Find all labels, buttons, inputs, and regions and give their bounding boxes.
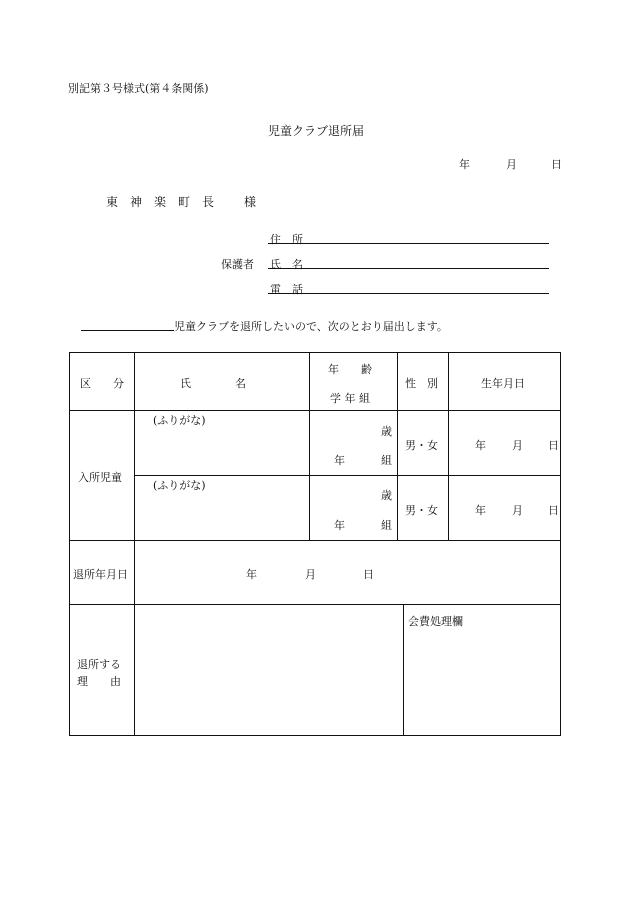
withdrawal-day: 日 — [363, 568, 374, 581]
furigana-label-1[interactable]: (ふりがな) — [153, 414, 206, 427]
col-line-5 — [403, 604, 404, 735]
col-line-2 — [309, 353, 310, 540]
col-line-4 — [448, 353, 449, 540]
header-grade: 学 年 組 — [330, 392, 370, 405]
reason-label-line1: 退所する — [77, 658, 121, 671]
address-line[interactable] — [268, 243, 549, 244]
date-year: 年 — [459, 158, 470, 171]
header-name: 氏 名 — [180, 377, 246, 390]
addressee-honorific: 様 — [244, 195, 257, 209]
withdrawal-month: 月 — [305, 568, 316, 581]
grade-year-1: 年 — [334, 454, 345, 467]
furigana-label-2[interactable]: (ふりがな) — [153, 479, 206, 492]
name-line[interactable] — [268, 268, 549, 269]
row-line-4 — [70, 604, 560, 605]
col-line-3 — [397, 353, 398, 540]
phone-line[interactable] — [268, 293, 549, 294]
date-month: 月 — [506, 158, 517, 171]
birth-month-1: 月 — [512, 439, 523, 452]
birth-day-1: 日 — [548, 439, 559, 452]
reason-label-line2: 理 由 — [77, 675, 121, 688]
form-id: 別記第３号様式(第４条関係) — [68, 82, 209, 95]
header-sex: 性 別 — [405, 377, 438, 390]
age-unit-1: 歳 — [381, 425, 392, 438]
row-line-3 — [70, 540, 560, 541]
reason-field[interactable] — [136, 606, 401, 733]
header-category: 区 分 — [80, 377, 124, 390]
sex-options-2[interactable]: 男・女 — [405, 504, 438, 517]
child-label: 入所児童 — [78, 471, 122, 484]
grade-class-1: 組 — [381, 454, 392, 467]
birth-day-2: 日 — [548, 504, 559, 517]
fee-processing-label: 会費処理欄 — [408, 615, 463, 628]
child-name-blank[interactable] — [81, 330, 174, 331]
withdrawal-date-label: 退所年月日 — [73, 568, 128, 581]
age-unit-2: 歳 — [381, 489, 392, 502]
guardian-label: 保護者 — [221, 258, 254, 271]
header-birthdate: 生年月日 — [481, 377, 525, 390]
grade-year-2: 年 — [334, 519, 345, 532]
phone-label: 電 話 — [270, 283, 303, 296]
withdrawal-year: 年 — [246, 568, 257, 581]
row-line-2 — [134, 475, 560, 476]
birth-year-2: 年 — [475, 504, 486, 517]
date-day: 日 — [551, 158, 562, 171]
address-label: 住 所 — [270, 233, 303, 246]
grade-class-2: 組 — [381, 519, 392, 532]
statement-text: 児童クラブを退所したいので、次のとおり届出します。 — [174, 320, 448, 333]
withdrawal-table — [69, 352, 561, 736]
col-line-1 — [134, 353, 135, 735]
sex-options-1[interactable]: 男・女 — [405, 439, 438, 452]
header-age: 年 齢 — [328, 363, 372, 376]
birth-month-2: 月 — [512, 504, 523, 517]
birth-year-1: 年 — [475, 439, 486, 452]
addressee-name: 東 神 楽 町 長 — [106, 195, 215, 209]
page-title: 児童クラブ退所届 — [268, 124, 365, 138]
row-line-1 — [70, 410, 560, 411]
name-label: 氏 名 — [270, 258, 303, 271]
